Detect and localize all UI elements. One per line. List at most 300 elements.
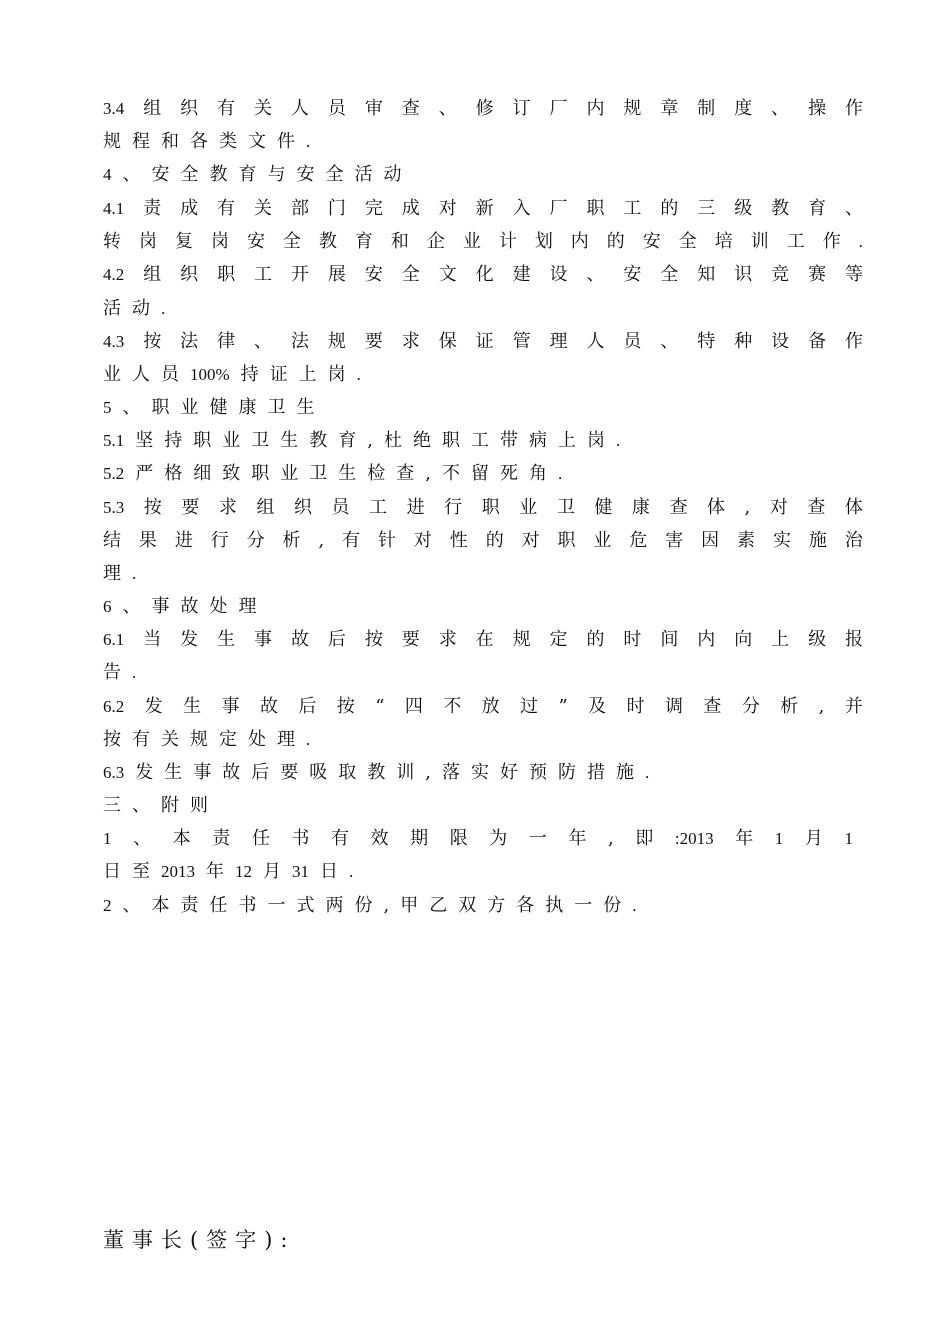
line-character: 理: [277, 729, 295, 750]
line-character: 内: [697, 629, 716, 650]
line-character: 全: [660, 264, 679, 285]
line-character: 规: [190, 729, 208, 750]
line-character: 上: [557, 430, 576, 451]
line-character: 教: [771, 198, 790, 219]
line-character: 员: [331, 497, 350, 518]
line-character: .: [132, 663, 137, 682]
line-character: 工: [369, 497, 388, 518]
line-character: 附: [161, 795, 179, 816]
line-character: 文: [438, 264, 457, 285]
document-line: [103, 230, 863, 254]
document-line: [103, 330, 863, 354]
line-character: 故: [290, 629, 309, 650]
line-character: 5: [103, 398, 112, 417]
line-character: 安: [246, 231, 265, 252]
line-character: 措: [586, 762, 605, 783]
line-character: 岗: [586, 430, 605, 451]
line-character: 业: [462, 231, 481, 252]
line-character: 规: [103, 131, 121, 152]
line-character: 致: [222, 463, 241, 484]
line-character: 操: [808, 98, 827, 119]
line-character: 查: [703, 696, 722, 717]
line-character: :2013: [674, 829, 714, 848]
line-character: 份: [354, 895, 373, 916]
line-character: 安: [364, 264, 383, 285]
line-character: 5.2: [103, 464, 125, 483]
line-character: 规: [623, 98, 642, 119]
line-character: 级: [808, 629, 827, 650]
line-character: 完: [364, 198, 383, 219]
line-character: 留: [470, 463, 489, 484]
line-character: 处: [248, 729, 266, 750]
line-character: 年: [568, 828, 587, 849]
line-character: 成: [401, 198, 420, 219]
line-character: 厂: [549, 98, 568, 119]
line-character: 果: [138, 530, 157, 551]
line-character: 即: [635, 828, 654, 849]
line-character: ,: [367, 430, 373, 451]
line-character: 分: [741, 696, 760, 717]
line-character: 事: [254, 629, 272, 650]
line-character: 展: [327, 264, 346, 285]
line-character: 人: [586, 331, 605, 352]
line-character: 要: [280, 762, 299, 783]
line-character: 职: [193, 430, 212, 451]
document-line: [103, 97, 863, 121]
line-character: 生: [280, 430, 299, 451]
line-character: 4: [103, 165, 112, 184]
line-character: 作: [845, 98, 863, 119]
line-character: .: [132, 564, 137, 583]
line-character: 卫: [556, 497, 575, 518]
document-line: [103, 661, 863, 685]
line-character: 织: [293, 497, 312, 518]
line-character: 化: [475, 264, 494, 285]
document-line: [103, 628, 863, 652]
line-character: 书: [238, 895, 257, 916]
line-character: 职: [441, 430, 460, 451]
line-character: 员: [623, 331, 642, 352]
line-character: 特: [697, 331, 716, 352]
line-character: 病: [528, 430, 547, 451]
line-character: 放: [481, 696, 500, 717]
line-character: 过: [520, 696, 539, 717]
line-character: .: [557, 464, 563, 483]
line-character: 当: [143, 629, 162, 650]
line-character: 职: [481, 497, 500, 518]
line-character: 安: [296, 164, 315, 185]
line-character: 1: [844, 829, 853, 848]
line-character: 卫: [267, 397, 286, 418]
line-character: 工: [786, 231, 805, 252]
document-line: [103, 595, 863, 619]
line-character: 体: [844, 497, 863, 518]
line-character: 、: [132, 795, 150, 816]
document-line: [103, 396, 863, 420]
line-character: 坚: [135, 430, 154, 451]
line-character: 实: [470, 762, 489, 783]
line-character: 死: [499, 463, 518, 484]
line-character: 章: [660, 98, 679, 119]
line-character: 职: [217, 264, 236, 285]
line-character: 、: [122, 596, 141, 617]
line-character: 害: [665, 530, 684, 551]
line-character: 分: [246, 530, 265, 551]
line-character: 故: [259, 696, 278, 717]
line-character: 全: [401, 264, 420, 285]
line-character: .: [632, 896, 637, 915]
line-character: 故: [222, 762, 241, 783]
line-character: 、: [254, 331, 272, 352]
line-character: 组: [143, 264, 162, 285]
line-character: 发: [135, 762, 154, 783]
line-character: 一: [267, 895, 286, 916]
line-character: 赛: [808, 264, 827, 285]
line-character: 律: [217, 331, 236, 352]
line-character: 成: [180, 198, 199, 219]
line-character: 、: [586, 264, 605, 285]
line-character: 发: [180, 629, 199, 650]
line-character: 31: [292, 862, 309, 881]
line-character: 按: [143, 497, 162, 518]
line-character: 理: [103, 563, 121, 584]
line-character: 双: [458, 895, 477, 916]
line-character: 实: [772, 530, 791, 551]
line-character: 一: [574, 895, 593, 916]
line-character: 不: [443, 696, 462, 717]
line-character: 部: [290, 198, 309, 219]
line-character: 各: [190, 131, 208, 152]
line-character: 人: [132, 364, 150, 385]
line-character: 、: [122, 164, 141, 185]
line-character: 业: [593, 530, 612, 551]
line-character: .: [644, 763, 650, 782]
line-character: 动: [383, 164, 402, 185]
line-character: 及: [588, 696, 607, 717]
line-character: 卫: [251, 430, 270, 451]
line-character: 关: [161, 729, 179, 750]
line-character: 教: [309, 430, 328, 451]
line-character: 织: [180, 98, 199, 119]
line-character: 岗: [210, 231, 229, 252]
line-character: 教: [367, 762, 386, 783]
line-character: 年: [206, 861, 224, 882]
line-character: 各: [516, 895, 535, 916]
line-character: 四: [404, 696, 423, 717]
line-character: 文: [248, 131, 266, 152]
line-character: 备: [808, 331, 827, 352]
line-character: 求: [218, 497, 237, 518]
line-character: 书: [291, 828, 310, 849]
line-character: 作: [822, 231, 841, 252]
line-character: 处: [209, 596, 228, 617]
line-character: 职: [586, 198, 605, 219]
line-character: 企: [426, 231, 445, 252]
line-character: 杜: [383, 430, 402, 451]
line-character: 和: [390, 231, 409, 252]
line-character: 后: [327, 629, 346, 650]
line-character: 按: [143, 331, 162, 352]
line-character: 和: [161, 131, 179, 152]
line-character: 12: [235, 862, 252, 881]
line-character: 2: [103, 896, 112, 915]
line-character: 责: [143, 198, 162, 219]
line-character: 修: [475, 98, 494, 119]
line-character: 安: [623, 264, 642, 285]
line-character: 员: [161, 364, 179, 385]
line-character: 审: [364, 98, 383, 119]
line-character: 证: [475, 331, 494, 352]
line-character: 针: [377, 530, 396, 551]
line-character: 职: [557, 530, 576, 551]
line-character: 定: [549, 629, 568, 650]
line-character: 动: [132, 298, 150, 319]
document-line: [103, 894, 863, 918]
line-character: 检: [367, 463, 386, 484]
line-character: 报: [845, 629, 863, 650]
line-character: .: [615, 431, 621, 450]
line-character: 转: [103, 231, 121, 252]
line-character: 复: [174, 231, 193, 252]
line-character: 育: [808, 198, 827, 219]
document-line: [103, 429, 863, 453]
line-character: 按: [364, 629, 383, 650]
line-character: 式: [296, 895, 315, 916]
document-line: [103, 163, 863, 187]
line-character: .: [306, 730, 311, 749]
line-character: 月: [263, 861, 281, 882]
line-character: 育: [238, 164, 257, 185]
line-character: 乙: [429, 895, 448, 916]
line-character: 4.1: [103, 199, 125, 218]
line-character: 织: [180, 264, 199, 285]
line-character: 、: [133, 828, 152, 849]
line-character: 开: [290, 264, 309, 285]
line-character: 教: [318, 231, 337, 252]
line-character: 三: [697, 198, 716, 219]
line-character: 活: [103, 298, 121, 319]
line-character: 活: [354, 164, 373, 185]
line-character: 设: [549, 264, 568, 285]
line-character: 绝: [412, 430, 431, 451]
line-character: 期: [410, 828, 429, 849]
line-character: 关: [254, 98, 272, 119]
line-character: 有: [330, 828, 349, 849]
line-character: 安: [151, 164, 170, 185]
line-character: 有: [217, 98, 236, 119]
line-character: 事: [221, 696, 240, 717]
line-character: 日: [103, 861, 121, 882]
line-character: 时: [623, 629, 642, 650]
line-character: 上: [298, 364, 317, 385]
line-character: 种: [734, 331, 753, 352]
line-character: 全: [678, 231, 697, 252]
line-character: 调: [664, 696, 683, 717]
line-character: 知: [697, 264, 716, 285]
line-character: 素: [737, 530, 756, 551]
line-character: 持: [164, 430, 183, 451]
document-line: [103, 496, 863, 520]
line-character: 体: [707, 497, 725, 518]
line-character: ,: [383, 895, 390, 916]
line-character: 理: [549, 331, 568, 352]
line-character: 不: [441, 463, 460, 484]
line-character: 至: [132, 861, 150, 882]
line-character: 本: [172, 828, 191, 849]
line-character: 6.1: [103, 630, 125, 649]
line-character: 好: [499, 762, 518, 783]
line-character: 业: [280, 463, 299, 484]
line-character: 执: [545, 895, 564, 916]
line-character: 职: [151, 397, 170, 418]
line-character: 管: [512, 331, 531, 352]
document-line: [103, 827, 853, 851]
line-character: 等: [845, 264, 863, 285]
line-character: 要: [181, 497, 200, 518]
line-character: 人: [290, 98, 309, 119]
line-character: 告: [103, 662, 121, 683]
line-character: 安: [642, 231, 661, 252]
line-character: 按: [103, 729, 121, 750]
line-character: 2013: [161, 862, 195, 881]
line-character: 级: [734, 198, 753, 219]
line-character: 训: [750, 231, 769, 252]
line-character: .: [349, 862, 354, 881]
line-character: 全: [180, 164, 199, 185]
line-character: 有: [132, 729, 150, 750]
document-line: [103, 197, 863, 221]
line-character: 对: [521, 530, 540, 551]
line-character: 5.3: [103, 498, 125, 517]
line-character: “: [375, 696, 385, 717]
line-character: 后: [251, 762, 270, 783]
line-character: 的: [606, 231, 625, 252]
line-character: 4.2: [103, 265, 125, 284]
document-line: [103, 794, 863, 818]
line-character: 业: [519, 497, 538, 518]
line-character: 严: [135, 463, 154, 484]
line-character: 卫: [309, 463, 328, 484]
line-character: 行: [210, 530, 229, 551]
line-character: 1: [774, 829, 784, 848]
line-character: 事: [151, 596, 170, 617]
line-character: 对: [413, 530, 432, 551]
line-character: 查: [401, 98, 420, 119]
line-character: 作: [845, 331, 863, 352]
document-line: [103, 695, 863, 719]
line-character: 生: [183, 696, 202, 717]
line-character: 门: [327, 198, 346, 219]
line-character: 预: [528, 762, 547, 783]
line-character: 一: [528, 828, 547, 849]
line-character: 建: [512, 264, 531, 285]
line-character: 竞: [771, 264, 790, 285]
line-character: 新: [475, 198, 494, 219]
line-character: 组: [256, 497, 275, 518]
line-character: 三: [103, 795, 121, 816]
line-character: 进: [406, 497, 425, 518]
line-character: 的: [586, 629, 605, 650]
line-character: 份: [603, 895, 622, 916]
line-character: 查: [669, 497, 688, 518]
line-character: 的: [485, 530, 504, 551]
line-character: 责: [180, 895, 199, 916]
line-character: 入: [512, 198, 531, 219]
line-character: 制: [697, 98, 716, 119]
line-character: 育: [354, 231, 373, 252]
line-character: 生: [164, 762, 183, 783]
line-character: 上: [771, 629, 790, 650]
line-character: 训: [396, 762, 415, 783]
line-character: 限: [449, 828, 468, 849]
line-character: 治: [844, 530, 863, 551]
line-character: 落: [441, 762, 460, 783]
line-character: 6.3: [103, 763, 125, 782]
line-character: 工: [623, 198, 642, 219]
document-line: [103, 130, 863, 154]
line-character: 本: [151, 895, 170, 916]
line-character: 教: [209, 164, 228, 185]
document-line: [103, 860, 863, 884]
line-character: 发: [144, 696, 163, 717]
line-character: 效: [370, 828, 389, 849]
line-character: 年: [735, 828, 754, 849]
line-character: 育: [338, 430, 357, 451]
line-character: 有: [342, 530, 361, 551]
line-character: 件: [277, 131, 295, 152]
line-character: 查: [807, 497, 826, 518]
line-character: 度: [734, 98, 753, 119]
line-character: 证: [269, 364, 288, 385]
signature-line: 董事长(签字):: [103, 1228, 296, 1252]
line-character: ,: [425, 762, 431, 783]
line-character: 全: [282, 231, 301, 252]
document-line: [103, 363, 863, 387]
line-character: 对: [438, 198, 457, 219]
line-character: 时: [626, 696, 645, 717]
line-character: 间: [660, 629, 679, 650]
line-character: 业: [222, 430, 241, 451]
line-character: 生: [338, 463, 357, 484]
line-character: 5.1: [103, 431, 125, 450]
line-character: 施: [808, 530, 827, 551]
line-character: 任: [251, 828, 270, 849]
line-character: 析: [282, 530, 301, 551]
document-line: [103, 529, 863, 553]
line-character: 、: [845, 198, 863, 219]
line-character: ,: [744, 497, 751, 518]
line-character: 、: [122, 397, 141, 418]
line-character: 进: [174, 530, 193, 551]
line-character: .: [161, 299, 166, 318]
line-character: ”: [558, 696, 568, 717]
line-character: 员: [327, 98, 346, 119]
line-character: 两: [325, 895, 344, 916]
line-character: 识: [734, 264, 753, 285]
line-character: 康: [238, 397, 257, 418]
line-character: 吸: [309, 762, 328, 783]
line-character: 岗: [327, 364, 346, 385]
line-character: 、: [660, 331, 679, 352]
line-character: 法: [290, 331, 309, 352]
line-character: 日: [320, 861, 338, 882]
document-line: [103, 728, 863, 752]
line-character: 业: [103, 364, 121, 385]
line-character: 设: [771, 331, 790, 352]
line-character: 甲: [400, 895, 419, 916]
line-character: 故: [180, 596, 199, 617]
line-character: 规: [512, 629, 531, 650]
